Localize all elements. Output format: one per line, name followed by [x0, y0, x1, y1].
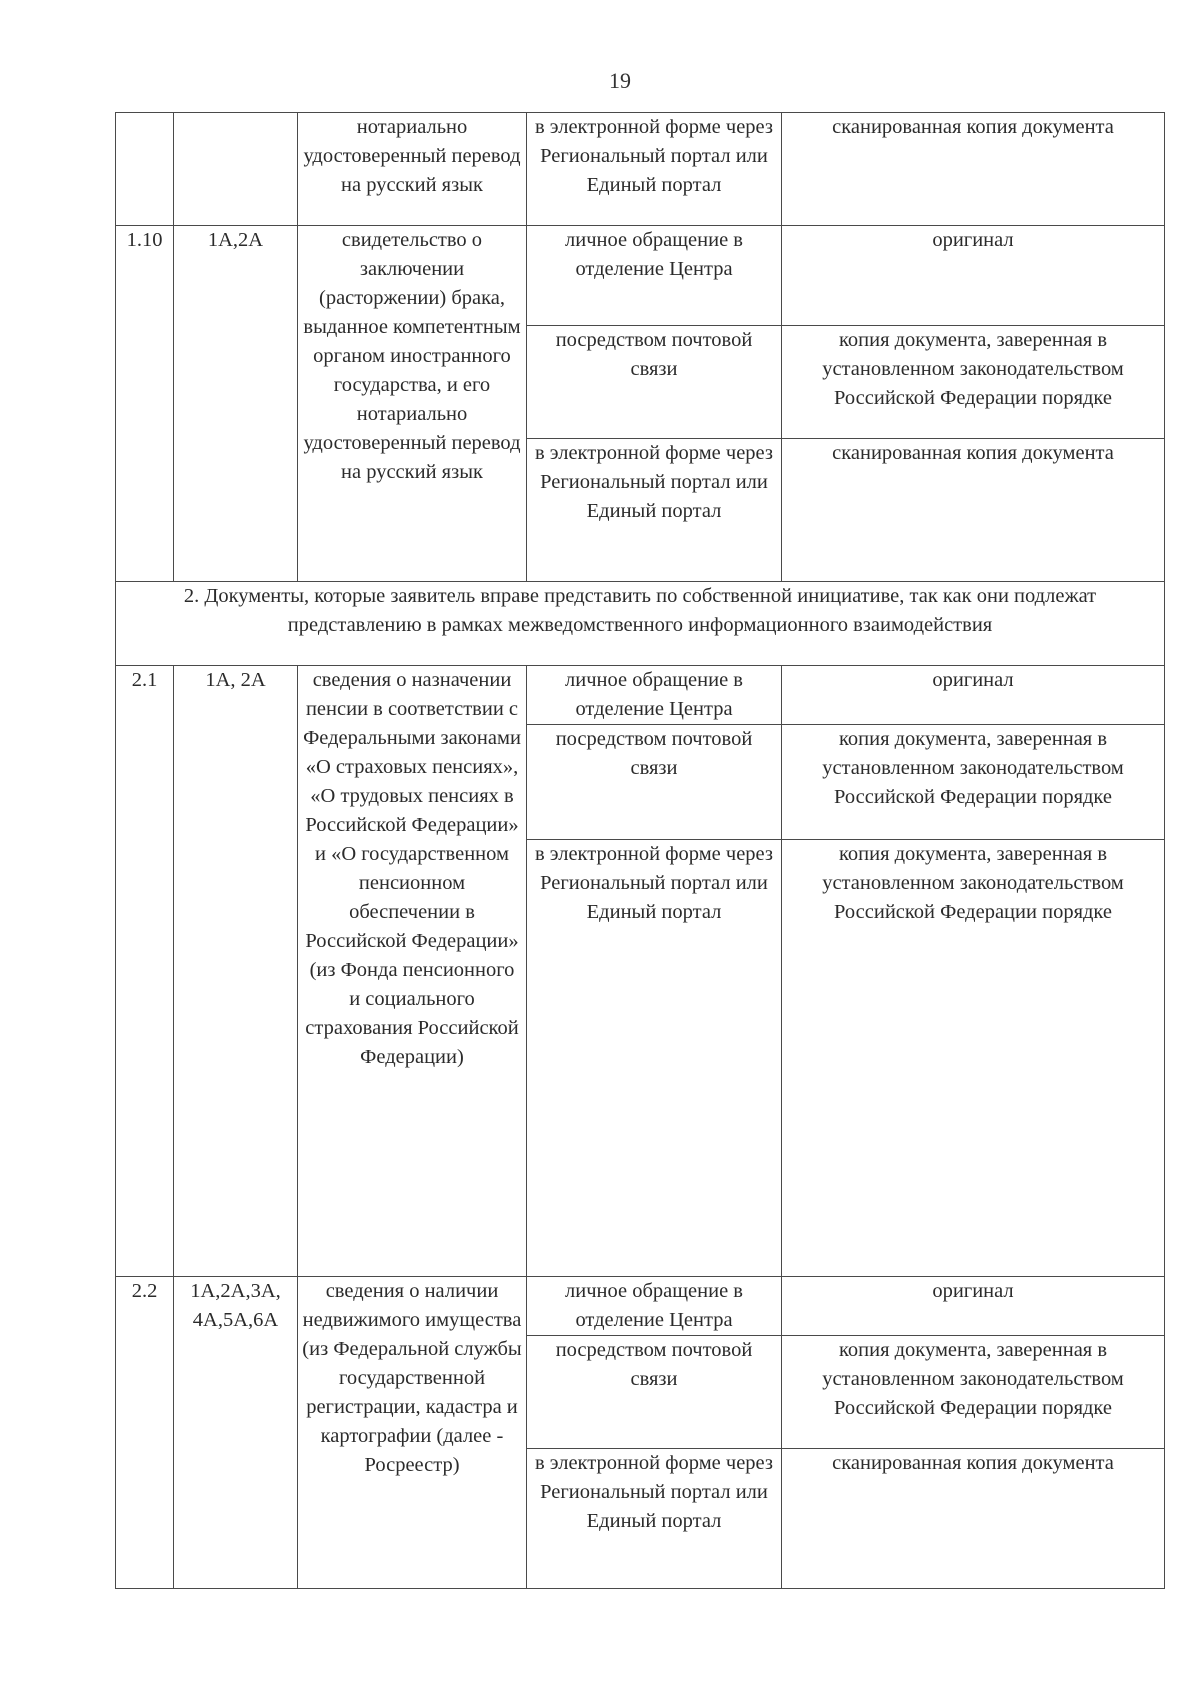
submission-way-cell: в электронной форме через Региональный портал или Единый портал: [527, 113, 782, 226]
submission-way-cell: посредством почтовой связи: [527, 326, 782, 439]
submission-way-cell: в электронной форме через Региональный портал или Единый портал: [527, 840, 782, 1277]
table-row-2-2: [116, 1277, 1165, 1336]
row-number-cell: 2.2: [116, 1277, 174, 1589]
document-form-cell: копия документа, заверенная в установленном законодательством Российской Федерации порядке: [782, 840, 1165, 1277]
documents-table: [115, 112, 1165, 1589]
category-line: 4А,5А,6А: [192, 1309, 279, 1331]
submission-way-cell: посредством почтовой связи: [527, 1336, 782, 1449]
document-form-cell: сканированная копия документа: [782, 439, 1165, 582]
category-cell: 1А,2А: [174, 226, 298, 582]
document-cell: нотариально удостоверенный перевод на русский язык: [298, 113, 527, 226]
table-row-1-10: [116, 226, 1165, 326]
document-cell: свидетельство о заключении (расторжении) брака, выданное компетентным органом иностранного государства, и его нотариально удостоверенный перевод на русский язык: [298, 226, 527, 582]
row-number-cell: 2.1: [116, 666, 174, 1277]
document-form-cell: копия документа, заверенная в установленном законодательством Российской Федерации порядке: [782, 725, 1165, 840]
submission-way-cell: посредством почтовой связи: [527, 725, 782, 840]
table-row-continuation: [116, 113, 1165, 226]
row-number-cell: [116, 113, 174, 226]
table-row-2-1: [116, 666, 1165, 725]
section-2-title: 2. Документы, которые заявитель вправе представить по собственной инициативе, так как они подлежат представлению в рамках межведомственного информационного взаимодействия: [116, 582, 1165, 666]
category-cell: [174, 1277, 298, 1589]
document-form-cell: копия документа, заверенная в установленном законодательством Российской Федерации порядке: [782, 1336, 1165, 1449]
submission-way-cell: личное обращение в отделение Центра: [527, 1277, 782, 1336]
submission-way-cell: личное обращение в отделение Центра: [527, 666, 782, 725]
category-line: 1А,2А,3А,: [190, 1280, 281, 1302]
document-form-cell: копия документа, заверенная в установленном законодательством Российской Федерации порядке: [782, 326, 1165, 439]
document-form-cell: оригинал: [782, 226, 1165, 326]
section-heading-row: [116, 582, 1165, 666]
category-cell: 1А, 2А: [174, 666, 298, 1277]
document-form-cell: сканированная копия документа: [782, 113, 1165, 226]
page-number: 19: [609, 68, 631, 93]
document-form-cell: оригинал: [782, 1277, 1165, 1336]
category-cell: [174, 113, 298, 226]
submission-way-cell: в электронной форме через Региональный портал или Единый портал: [527, 439, 782, 582]
submission-way-cell: в электронной форме через Региональный портал или Единый портал: [527, 1449, 782, 1589]
document-cell: сведения о наличии недвижимого имущества (из Федеральной службы государственной регистрации, кадастра и картографии (далее - Росреестр): [298, 1277, 527, 1589]
row-number-cell: 1.10: [116, 226, 174, 582]
document-cell: сведения о назначении пенсии в соответствии с Федеральными законами «О страховых пенсиях», «О трудовых пенсиях в Российской Федерации» и «О государственном пенсионном обеспечении в Российской Федерации» (из Фонда пенсионного и социального страхования Российской Федерации): [298, 666, 527, 1277]
document-form-cell: оригинал: [782, 666, 1165, 725]
submission-way-cell: личное обращение в отделение Центра: [527, 226, 782, 326]
document-form-cell: сканированная копия документа: [782, 1449, 1165, 1589]
